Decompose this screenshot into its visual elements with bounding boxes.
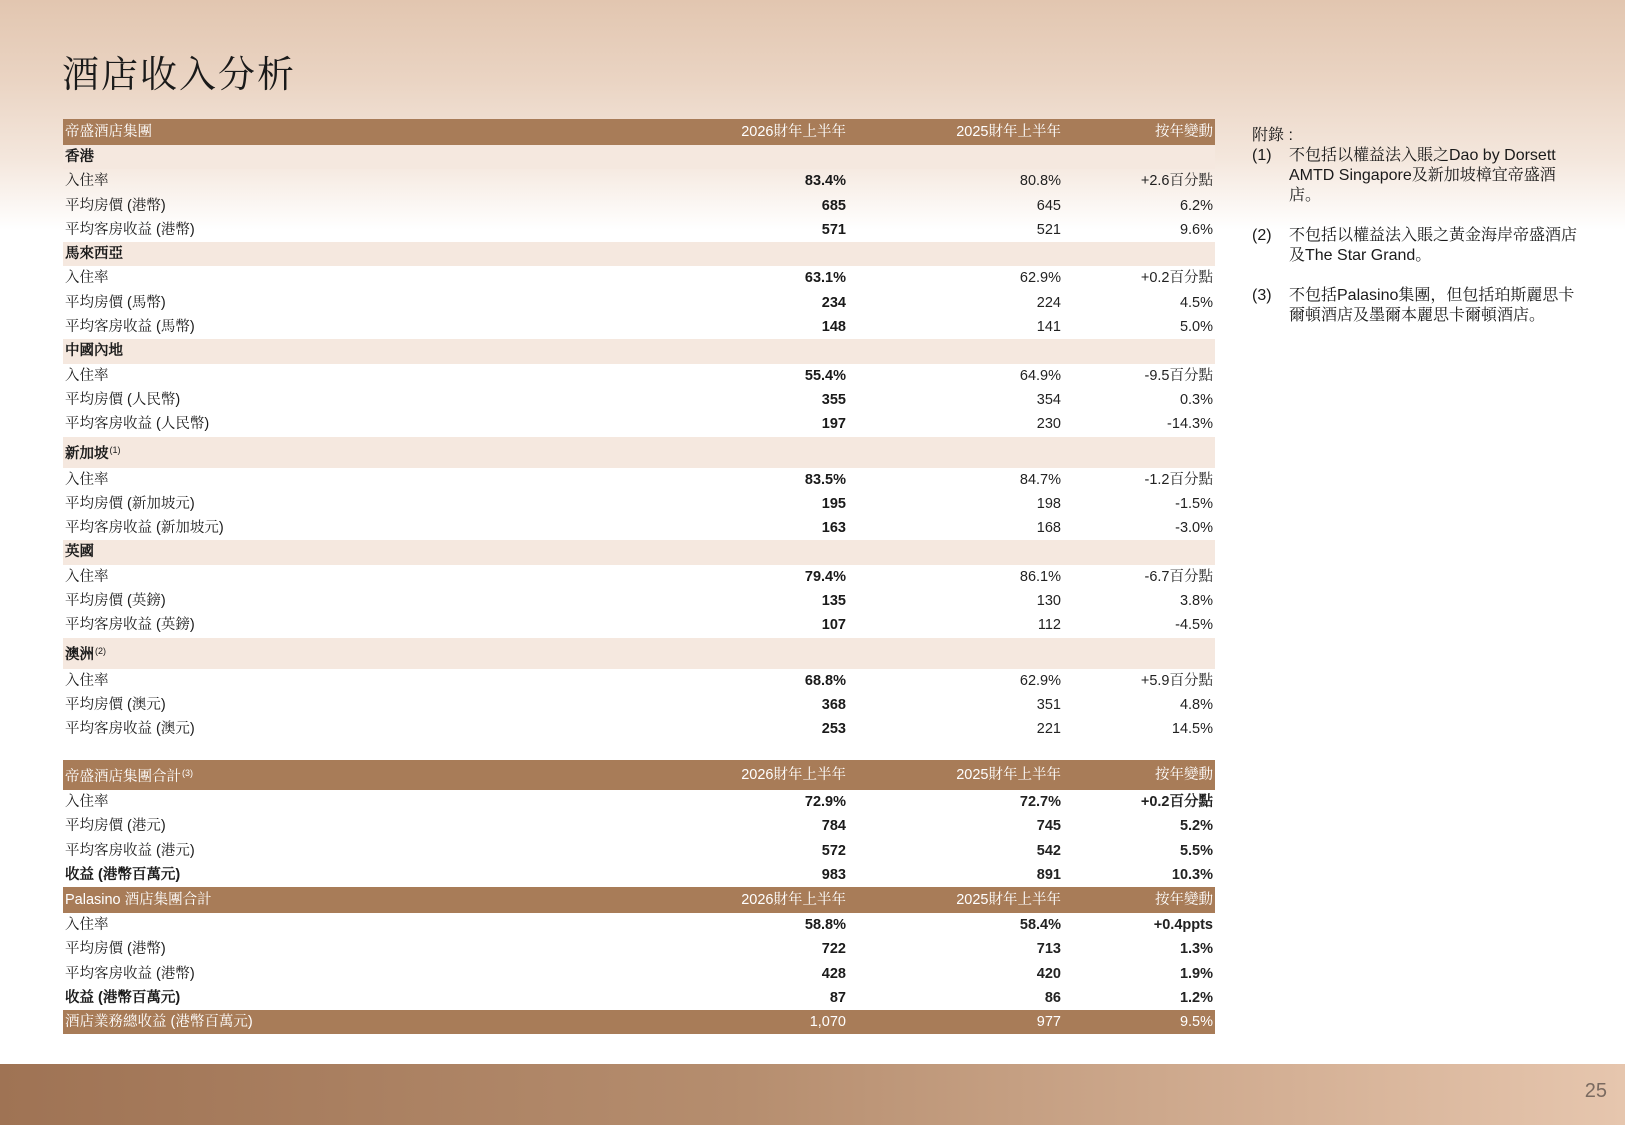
row-label: 入住率 <box>65 471 109 488</box>
value-change: 14.5% <box>1171 721 1213 738</box>
footnote-label: (1) <box>1252 147 1272 164</box>
value-change: 5.2% <box>1179 818 1213 835</box>
value-change: 10.3% <box>1171 866 1213 883</box>
page-title: 酒店收入分析 <box>62 54 296 95</box>
value-current: 72.9% <box>804 794 846 810</box>
table-row <box>63 669 1215 693</box>
value-change: 5.5% <box>1179 842 1213 859</box>
value-change: -6.7百分點 <box>1144 568 1213 585</box>
row-label: 入住率 <box>65 672 109 689</box>
footnotes <box>1252 126 1582 346</box>
footnote-label: (2) <box>1252 227 1272 244</box>
value-change: -1.2百分點 <box>1144 471 1213 488</box>
value-previous: 58.4% <box>1019 917 1061 934</box>
row-label: 平均客房收益 (英鎊) <box>65 617 195 634</box>
value-previous: 80.8% <box>1019 173 1061 190</box>
row-label: 收益 (港幣百萬元) <box>65 866 181 883</box>
value-previous: 62.9% <box>1019 270 1061 287</box>
header-label-text: 帝盛酒店集團合計 <box>65 769 181 785</box>
value-previous: 141 <box>1036 319 1061 336</box>
value-current: 197 <box>821 416 846 433</box>
footnote-item <box>1252 286 1582 326</box>
header-col-change: 按年變動 <box>1063 119 1215 145</box>
value-previous: 230 <box>1036 416 1061 433</box>
totals-table <box>63 760 1215 1034</box>
header-label-text: Palasino 酒店集團合計 <box>65 892 212 909</box>
value-previous: 198 <box>1036 495 1061 512</box>
table-row <box>63 693 1215 717</box>
value-current: 368 <box>821 696 846 713</box>
value-current: 83.5% <box>804 471 846 488</box>
value-current: 87 <box>829 990 846 1007</box>
value-previous: 745 <box>1036 818 1061 835</box>
value-current: 685 <box>821 197 846 214</box>
footnote-item <box>1252 146 1582 206</box>
region-label: 新加坡 <box>65 445 109 462</box>
footnote-text: 不包括以權益法入賬之Dao by Dorsett AMTD Singapore及新加坡樟宜帝盛酒店。 <box>1289 147 1556 204</box>
row-label: 平均客房收益 (港元) <box>65 842 195 859</box>
value-current: 234 <box>821 294 846 311</box>
header-label <box>63 760 568 790</box>
header-col-current: 2026財年上半年 <box>568 760 848 790</box>
row-label: 入住率 <box>65 917 109 934</box>
footnote-item <box>1252 226 1582 266</box>
value-change: -14.3% <box>1167 416 1213 433</box>
table-row <box>63 565 1215 589</box>
value-change: +5.9百分點 <box>1140 672 1213 689</box>
table-row <box>63 863 1215 887</box>
page-number: 25 <box>1584 1080 1607 1102</box>
table-row <box>63 986 1215 1010</box>
value-change: +0.2百分點 <box>1140 270 1213 287</box>
row-label: 收益 (港幣百萬元) <box>65 990 181 1007</box>
value-current: 68.8% <box>804 672 846 689</box>
header-col-previous: 2025財年上半年 <box>848 119 1063 145</box>
value-change: -1.5% <box>1175 495 1213 512</box>
value-previous: 84.7% <box>1019 471 1061 488</box>
table-row <box>63 291 1215 315</box>
row-label: 平均房價 (港幣) <box>65 941 166 958</box>
region-label: 馬來西亞 <box>65 246 123 263</box>
value-previous: 542 <box>1036 842 1061 859</box>
value-current: 253 <box>821 721 846 738</box>
value-current: 428 <box>821 965 846 982</box>
value-previous: 713 <box>1036 941 1061 958</box>
value-previous: 645 <box>1036 197 1061 214</box>
value-current: 355 <box>821 391 846 408</box>
header-label <box>63 887 568 913</box>
value-previous: 112 <box>1037 617 1061 634</box>
value-change: 4.8% <box>1179 696 1213 713</box>
footnote-text: 不包括Palasino集團，但包括珀斯麗思卡爾頓酒店及墨爾本麗思卡爾頓酒店。 <box>1289 287 1575 324</box>
table-row <box>63 937 1215 961</box>
header-label: 帝盛酒店集團 <box>63 119 568 145</box>
table-row <box>63 790 1215 814</box>
value-previous: 221 <box>1036 721 1061 738</box>
region-label: 澳洲 <box>65 646 94 663</box>
value-previous: 62.9% <box>1019 672 1061 689</box>
value-change: 5.0% <box>1179 319 1213 336</box>
row-label: 入住率 <box>65 270 109 287</box>
value-change: 1.2% <box>1179 990 1213 1007</box>
region-name <box>63 339 1215 363</box>
region-name <box>63 437 1215 468</box>
region-label: 英國 <box>65 544 94 561</box>
row-label: 平均客房收益 (馬幣) <box>65 319 195 336</box>
value-previous: 72.7% <box>1019 794 1061 810</box>
row-label: 平均客房收益 (新加坡元) <box>65 520 224 537</box>
table-row <box>63 492 1215 516</box>
row-label: 平均客房收益 (港幣) <box>65 221 195 238</box>
value-change: 9.6% <box>1179 221 1213 238</box>
value-change: 9.5% <box>1063 1010 1215 1034</box>
footnote-text: 不包括以權益法入賬之黃金海岸帝盛酒店及The Star Grand。 <box>1289 227 1578 264</box>
footnote-ref: (3) <box>182 768 193 778</box>
region-name <box>63 540 1215 564</box>
value-previous: 64.9% <box>1019 367 1061 384</box>
value-change: +0.4ppts <box>1153 917 1213 934</box>
table-row <box>63 218 1215 242</box>
value-current: 58.8% <box>804 917 846 934</box>
value-change: 0.3% <box>1179 391 1213 408</box>
table-row <box>63 913 1215 937</box>
footnote-ref: (2) <box>95 645 106 656</box>
value-current: 79.4% <box>804 568 846 585</box>
value-change: 1.3% <box>1179 941 1213 958</box>
value-change: 6.2% <box>1179 197 1213 214</box>
table-row <box>63 412 1215 436</box>
table-row <box>63 169 1215 193</box>
value-previous: 168 <box>1036 520 1061 537</box>
header-col-previous: 2025財年上半年 <box>848 760 1063 790</box>
value-current: 195 <box>821 495 846 512</box>
table-row <box>63 315 1215 339</box>
region-name <box>63 638 1215 669</box>
value-change: -4.5% <box>1175 617 1213 634</box>
row-label: 平均房價 (人民幣) <box>65 391 181 408</box>
region-label: 香港 <box>65 149 94 165</box>
value-change: +2.6百分點 <box>1140 173 1213 190</box>
table-header <box>63 760 1215 790</box>
value-previous: 86 <box>1044 990 1061 1007</box>
value-previous: 521 <box>1036 221 1061 238</box>
footer-bar <box>0 1064 1625 1125</box>
value-previous: 130 <box>1036 593 1061 610</box>
row-label: 平均房價 (澳元) <box>65 696 166 713</box>
header-col-current: 2026財年上半年 <box>568 119 848 145</box>
header-col-change: 按年變動 <box>1063 887 1215 913</box>
footnote-ref: (1) <box>109 444 121 455</box>
value-current: 55.4% <box>804 367 846 384</box>
value-current: 1,070 <box>568 1010 848 1034</box>
footnotes-title: 附錄 : <box>1252 127 1293 144</box>
value-current: 983 <box>821 866 846 883</box>
table-row <box>63 717 1215 741</box>
value-change: 1.9% <box>1179 965 1213 982</box>
value-previous: 420 <box>1036 965 1061 982</box>
row-label: 入住率 <box>65 173 109 190</box>
value-change: -3.0% <box>1175 520 1213 537</box>
value-current: 722 <box>821 941 846 958</box>
value-current: 784 <box>821 818 846 835</box>
row-label: 酒店業務總收益 (港幣百萬元) <box>63 1010 568 1034</box>
region-row <box>63 145 1215 169</box>
table-row <box>63 613 1215 637</box>
value-previous: 224 <box>1036 294 1061 311</box>
table-row <box>63 516 1215 540</box>
value-change: 4.5% <box>1179 294 1213 311</box>
table-header <box>63 887 1215 913</box>
region-row <box>63 437 1215 468</box>
region-row <box>63 339 1215 363</box>
table-row <box>63 266 1215 290</box>
header-col-previous: 2025財年上半年 <box>848 887 1063 913</box>
value-previous: 86.1% <box>1019 568 1061 585</box>
region-label: 中國內地 <box>65 343 123 360</box>
table-row <box>63 589 1215 613</box>
table-row <box>63 839 1215 863</box>
grand-total-row <box>63 1010 1215 1034</box>
row-label: 平均房價 (港元) <box>65 818 166 835</box>
value-previous: 977 <box>848 1010 1063 1034</box>
table-row <box>63 468 1215 492</box>
row-label: 平均房價 (英鎊) <box>65 593 166 610</box>
row-label: 平均房價 (馬幣) <box>65 294 166 311</box>
table-row <box>63 962 1215 986</box>
header-col-change: 按年變動 <box>1063 760 1215 790</box>
value-current: 163 <box>821 520 846 537</box>
value-previous: 354 <box>1036 391 1061 408</box>
row-label: 入住率 <box>65 367 109 384</box>
value-current: 571 <box>821 221 846 238</box>
value-current: 83.4% <box>804 173 846 190</box>
row-label: 平均客房收益 (港幣) <box>65 965 195 982</box>
value-current: 148 <box>821 319 846 336</box>
value-current: 107 <box>821 617 846 634</box>
value-change: 3.8% <box>1179 593 1213 610</box>
row-label: 平均房價 (新加坡元) <box>65 495 195 512</box>
header-col-current: 2026財年上半年 <box>568 887 848 913</box>
value-current: 135 <box>821 593 846 610</box>
value-current: 572 <box>821 842 846 859</box>
region-name <box>63 145 1215 169</box>
table-row <box>63 388 1215 412</box>
region-row <box>63 540 1215 564</box>
row-label: 平均客房收益 (澳元) <box>65 721 195 738</box>
row-label: 平均客房收益 (人民幣) <box>65 416 210 433</box>
value-previous: 351 <box>1036 696 1061 713</box>
table-row <box>63 364 1215 388</box>
region-row <box>63 242 1215 266</box>
region-name <box>63 242 1215 266</box>
table-row <box>63 194 1215 218</box>
table-header <box>63 119 1215 145</box>
row-label: 入住率 <box>65 794 109 810</box>
value-change: -9.5百分點 <box>1144 367 1213 384</box>
regional-table <box>63 119 1215 742</box>
footnote-label: (3) <box>1252 287 1272 304</box>
value-change: +0.2百分點 <box>1140 794 1213 810</box>
row-label: 入住率 <box>65 568 109 585</box>
table-row <box>63 814 1215 838</box>
value-previous: 891 <box>1036 866 1061 883</box>
value-current: 63.1% <box>804 270 846 287</box>
row-label: 平均房價 (港幣) <box>65 197 166 214</box>
region-row <box>63 638 1215 669</box>
